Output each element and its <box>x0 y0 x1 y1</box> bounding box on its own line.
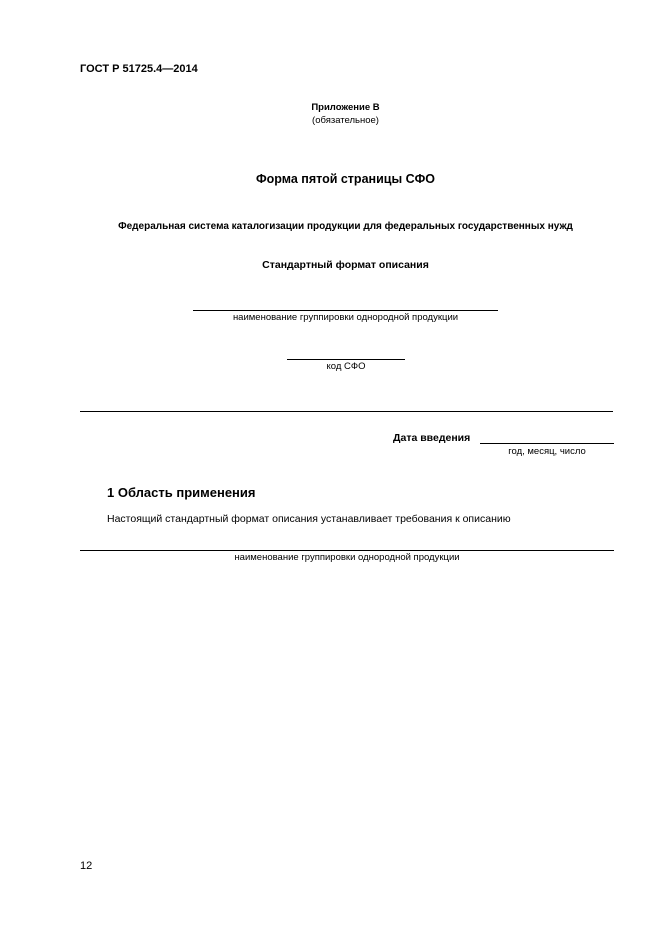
document-code: ГОСТ Р 51725.4—2014 <box>80 63 198 75</box>
group-name-caption: наименование группировки однородной продукции <box>232 312 459 323</box>
section-group-blank-line <box>80 550 614 551</box>
code-caption: код СФО <box>326 361 366 372</box>
section-heading: 1 Область применения <box>107 485 256 500</box>
date-caption: год, месяц, число <box>508 446 586 457</box>
date-blank-line <box>480 443 614 444</box>
annex-type: (обязательное) <box>312 115 379 126</box>
header-divider <box>80 411 613 412</box>
page-number: 12 <box>80 860 93 872</box>
date-label: Дата введения <box>393 432 471 444</box>
section-text: Настоящий стандартный формат описания устанавливает требования к описанию <box>107 513 511 525</box>
format-title: Стандартный формат описания <box>262 259 429 271</box>
form-title: Форма пятой страницы СФО <box>255 172 436 186</box>
annex-title: Приложение В <box>311 102 380 113</box>
system-title: Федеральная система каталогизации продукции для федеральных государственных нужд <box>118 221 573 232</box>
code-blank-line <box>287 359 405 360</box>
section-group-caption: наименование группировки однородной продукции <box>234 552 460 563</box>
group-name-blank-line <box>193 310 498 311</box>
